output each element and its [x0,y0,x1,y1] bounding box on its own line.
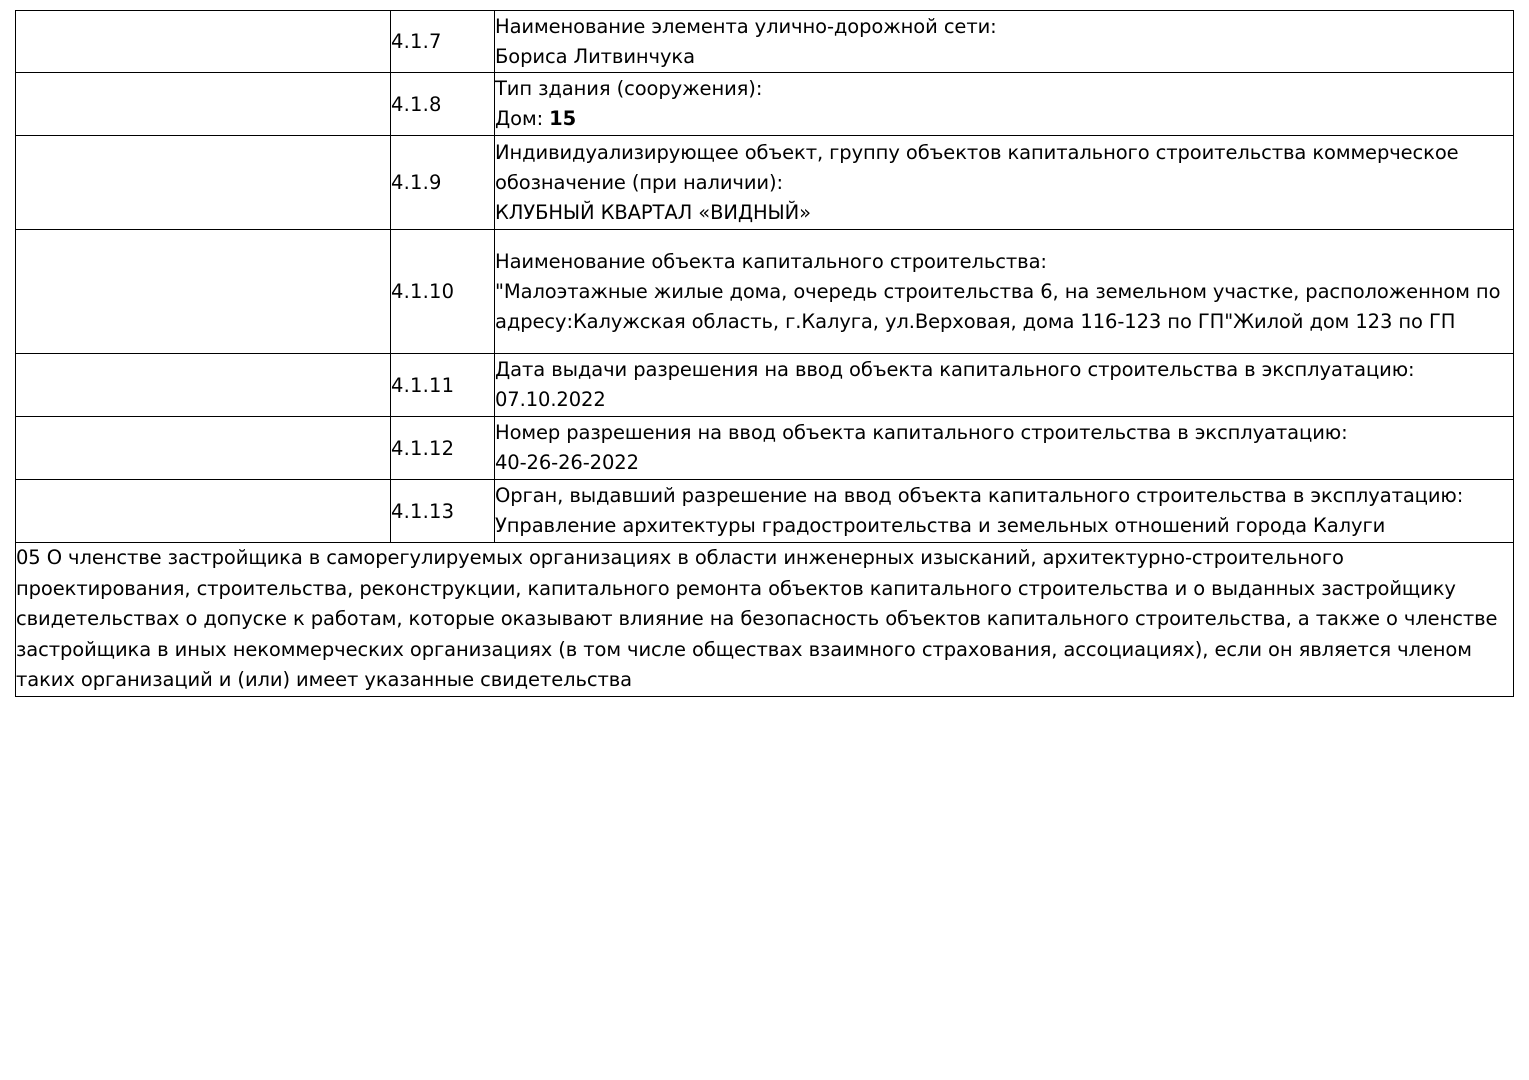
document-page [15,10,1514,697]
section-05-heading: 05 О членстве застройщика в саморегулируемых организациях в области инженерных изысканий, архитектурно-строительного проектирования, строительства, реконструкции, капитального ремонта объектов капитального строительства и о выданных застройщику свидетельствах о допуске к работам, которые оказывают влияние на безопасность объектов капитального строительства, а также о членстве застройщика в иных некоммерческих организациях (в том числе обществах взаимного страхования, ассоциациях), если он является членом таких организаций и (или) имеет указанные свидетельства [16,543,1514,697]
blank-cell [16,354,391,417]
blank-cell [16,417,391,480]
blank-cell [16,73,391,136]
item-value: "Малоэтажные жилые дома, очередь строительства 6, на земельном участке, расположенном по адресу:Калужская область, г.Калуга, ул.Верховая, дома 116-123 по ГП"Жилой дом 123 по ГП [495,279,1501,333]
item-code: 4.1.9 [391,136,495,230]
item-value: КЛУБНЫЙ КВАРТАЛ «ВИДНЫЙ» [495,200,811,224]
table-row [16,480,1514,543]
item-value: 15 [549,107,577,130]
item-value: 40-26-26-2022 [495,451,639,474]
blank-cell [16,11,391,73]
section-header-row [16,543,1514,697]
item-code: 4.1.12 [391,417,495,480]
item-content [495,73,1514,136]
item-value-line [495,104,1513,134]
item-value-prefix: Дом: [495,107,550,130]
item-code: 4.1.13 [391,480,495,543]
item-label: Номер разрешения на ввод объекта капитального строительства в эксплуатацию: [495,421,1348,444]
item-content [495,136,1514,230]
item-content [495,417,1514,480]
item-value: 07.10.2022 [495,388,606,411]
item-content [495,354,1514,417]
item-label: Наименование объекта капитального строительства: [495,249,1047,273]
item-label: Орган, выдавший разрешение на ввод объекта капитального строительства в эксплуатацию: [495,484,1464,507]
blank-cell [16,136,391,230]
item-value: Бориса Литвинчука [495,44,695,68]
blank-cell [16,480,391,543]
item-content [495,11,1514,73]
blank-cell [16,230,391,354]
item-label: Индивидуализирующее объект, группу объектов капитального строительства коммерческое обозначение (при наличии): [495,140,1459,194]
item-content [495,230,1514,354]
item-code: 4.1.8 [391,73,495,136]
table-row [16,230,1514,354]
item-value: Управление архитектуры градостроительства и земельных отношений города Калуги [495,514,1386,537]
table-row [16,417,1514,480]
table-row [16,11,1514,73]
project-declaration-table [15,10,1514,697]
table-row [16,73,1514,136]
table-row [16,136,1514,230]
table-row [16,354,1514,417]
item-label: Наименование элемента улично-дорожной сети: [495,14,997,38]
item-code: 4.1.7 [391,11,495,73]
item-content [495,480,1514,543]
item-code: 4.1.11 [391,354,495,417]
item-label: Тип здания (сооружения): [495,77,763,100]
item-label: Дата выдачи разрешения на ввод объекта капитального строительства в эксплуатацию: [495,358,1415,381]
item-code: 4.1.10 [391,230,495,354]
